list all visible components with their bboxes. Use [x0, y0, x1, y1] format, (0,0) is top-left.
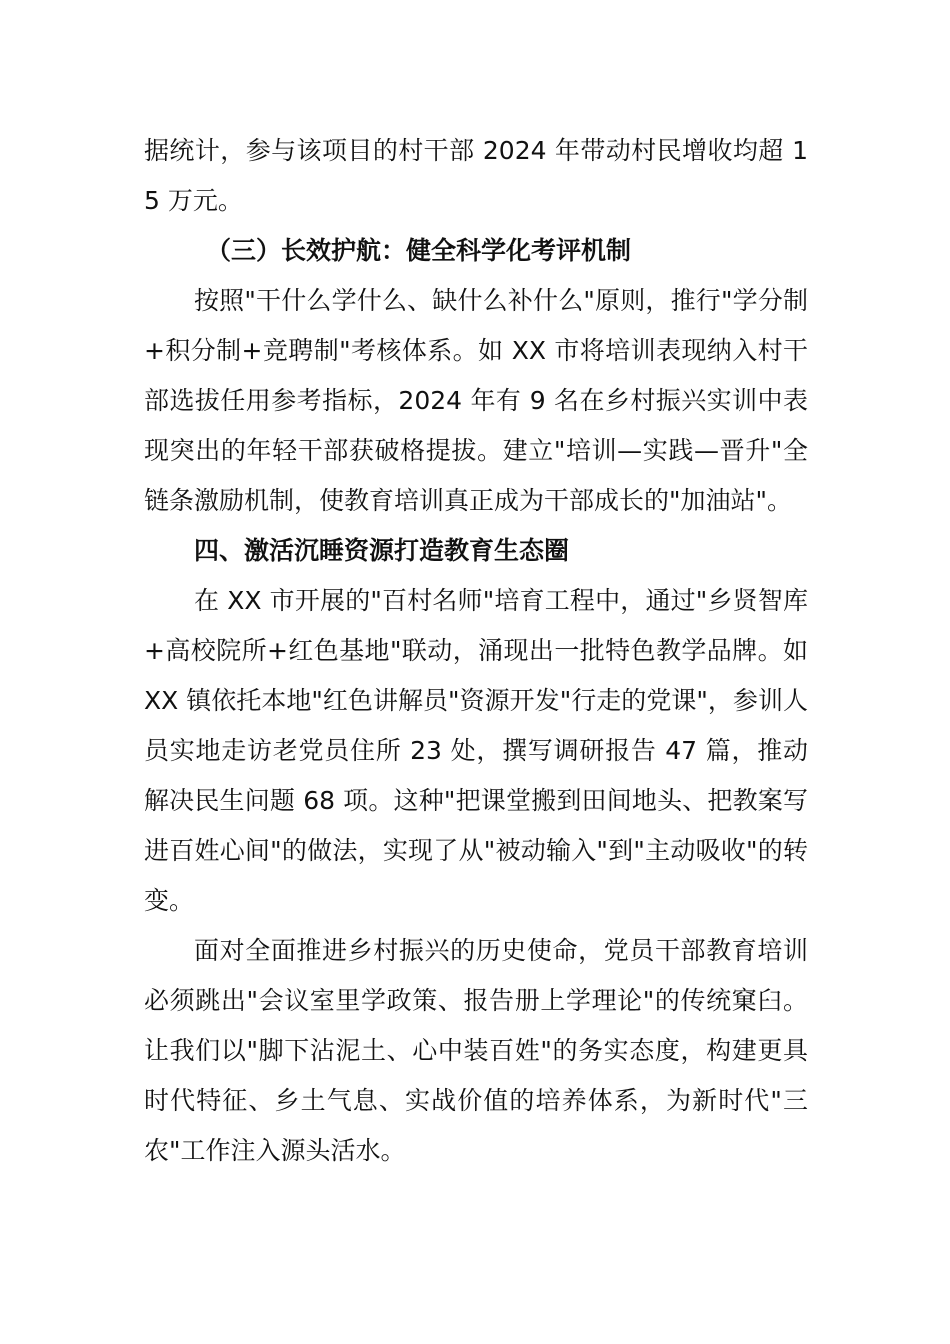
document-body: [144, 126, 808, 1176]
subheading-long-term-evaluation: （三）长效护航：健全科学化考评机制: [206, 236, 632, 265]
paragraph-continuation: 据统计，参与该项目的村干部 2024 年带动村民增收均超 15 万元。: [144, 136, 808, 215]
paragraph-conclusion: 面对全面推进乡村振兴的历史使命，党员干部教育培训必须跳出"会议室里学政策、报告册上学理论"的传统窠臼。让我们以"脚下沾泥土、心中装百姓"的务实态度，构建更具时代特征、乡土气息、实战价值的培养体系，为新时代"三农"工作注入源头活水。: [144, 936, 808, 1165]
paragraph-assessment-system: 按照"干什么学什么、缺什么补什么"原则，推行"学分制+积分制+竞聘制"考核体系。如 XX 市将培训表现纳入村干部选拔任用参考指标，2024 年有 9 名在乡村振兴实训中表现突出的年轻干部获破格提拔。建立"培训—实践—晋升"全链条激励机制，使教育培训真正成为干部成长的"加油站"。: [144, 286, 808, 515]
heading-education-ecosystem: 四、激活沉睡资源打造教育生态圈: [194, 536, 570, 565]
paragraph-hundred-village-teachers: 在 XX 市开展的"百村名师"培育工程中，通过"乡贤智库+高校院所+红色基地"联动，涌现出一批特色教学品牌。如 XX 镇依托本地"红色讲解员"资源开发"行走的党课"，参训人员实地走访老党员住所 23 处，撰写调研报告 47 篇，推动解决民生问题 68 项。这种"把课堂搬到田间地头、把教案写进百姓心间"的做法，实现了从"被动输入"到"主动吸收"的转变。: [144, 586, 808, 915]
